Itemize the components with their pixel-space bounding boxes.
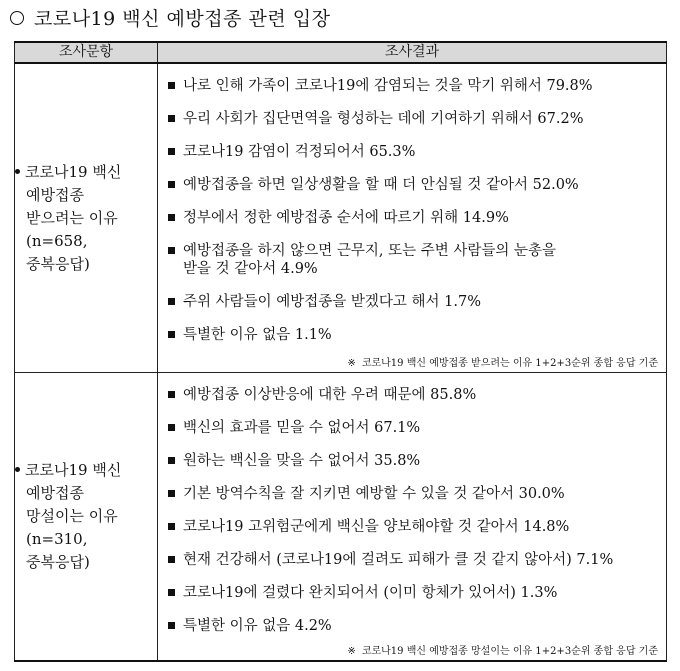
table-row-want-reasons xyxy=(15,63,667,373)
list-item: 예방접종을 하지 않으면 근무지, 또는 주변 사람들의 눈총을 받을 것 같아서 4.9% xyxy=(168,242,666,278)
bullet-dot-icon xyxy=(15,169,20,174)
result-cell-want xyxy=(158,63,667,373)
circle-bullet-icon xyxy=(10,11,24,25)
square-bullet-icon xyxy=(168,331,175,338)
survey-table xyxy=(14,41,667,662)
col-header-question: 조사문항 xyxy=(15,42,158,63)
footnote-hesitate: ※ 코로나19 백신 예방접종 망설이는 이유 1+2+3순위 종합 응답 기준 xyxy=(347,646,658,657)
square-bullet-icon xyxy=(168,391,175,398)
list-item: 원하는 백신을 맞을 수 없어서 35.8% xyxy=(168,452,666,470)
list-item: 특별한 이유 없음 4.2% xyxy=(168,617,666,635)
square-bullet-icon xyxy=(168,247,175,254)
list-item: 특별한 이유 없음 1.1% xyxy=(168,326,666,344)
square-bullet-icon xyxy=(168,298,175,305)
square-bullet-icon xyxy=(168,148,175,155)
page-title-text: 코로나19 백신 예방접종 관련 입장 xyxy=(34,8,331,30)
result-cell-hesitate xyxy=(158,373,667,662)
list-item: 정부에서 정한 예방접종 순서에 따르기 위해 14.9% xyxy=(168,209,666,227)
result-list-hesitate xyxy=(158,373,666,635)
square-bullet-icon xyxy=(168,589,175,596)
list-item: 예방접종을 하면 일상생활을 할 때 더 안심될 것 같아서 52.0% xyxy=(168,176,666,194)
table-header-row xyxy=(15,42,667,63)
list-item: 나로 인해 가족이 코로나19에 감염되는 것을 막기 위해서 79.8% xyxy=(168,77,666,95)
square-bullet-icon xyxy=(168,424,175,431)
col-header-result: 조사결과 xyxy=(158,42,667,63)
list-item: 기본 방역수칙을 잘 지키면 예방할 수 있을 것 같아서 30.0% xyxy=(168,485,666,503)
square-bullet-icon xyxy=(168,556,175,563)
square-bullet-icon xyxy=(168,115,175,122)
list-item: 우리 사회가 집단면역을 형성하는 데에 기여하기 위해서 67.2% xyxy=(168,110,666,128)
list-item: 주위 사람들이 예방접종을 받겠다고 해서 1.7% xyxy=(168,293,666,311)
page-title xyxy=(10,4,330,31)
square-bullet-icon xyxy=(168,82,175,89)
result-list-want xyxy=(158,64,666,344)
bullet-dot-icon xyxy=(15,467,20,472)
note-mark: ※ xyxy=(347,358,356,369)
footnote-want: ※ 코로나19 백신 예방접종 받으려는 이유 1+2+3순위 종합 응답 기준 xyxy=(347,358,658,369)
list-item: 코로나19에 걸렸다 완치되어서 (이미 항체가 있어서) 1.3% xyxy=(168,584,666,602)
question-cell-want: 코로나19 백신 예방접종 받으려는 이유 (n=658, 중복응답) xyxy=(15,63,158,373)
square-bullet-icon xyxy=(168,523,175,530)
square-bullet-icon xyxy=(168,490,175,497)
square-bullet-icon xyxy=(168,181,175,188)
note-mark: ※ xyxy=(347,646,356,657)
square-bullet-icon xyxy=(168,214,175,221)
list-item: 예방접종 이상반응에 대한 우려 때문에 85.8% xyxy=(168,386,666,404)
square-bullet-icon xyxy=(168,622,175,629)
list-item: 백신의 효과를 믿을 수 없어서 67.1% xyxy=(168,419,666,437)
list-item: 코로나19 고위험군에게 백신을 양보해야할 것 같아서 14.8% xyxy=(168,518,666,536)
square-bullet-icon xyxy=(168,457,175,464)
list-item: 현재 건강해서 (코로나19에 걸려도 피해가 클 것 같지 않아서) 7.1% xyxy=(168,551,666,569)
table-row-hesitate-reasons xyxy=(15,373,667,662)
list-item: 코로나19 감염이 걱정되어서 65.3% xyxy=(168,143,666,161)
question-cell-hesitate: 코로나19 백신 예방접종 망설이는 이유 (n=310, 중복응답) xyxy=(15,373,158,662)
